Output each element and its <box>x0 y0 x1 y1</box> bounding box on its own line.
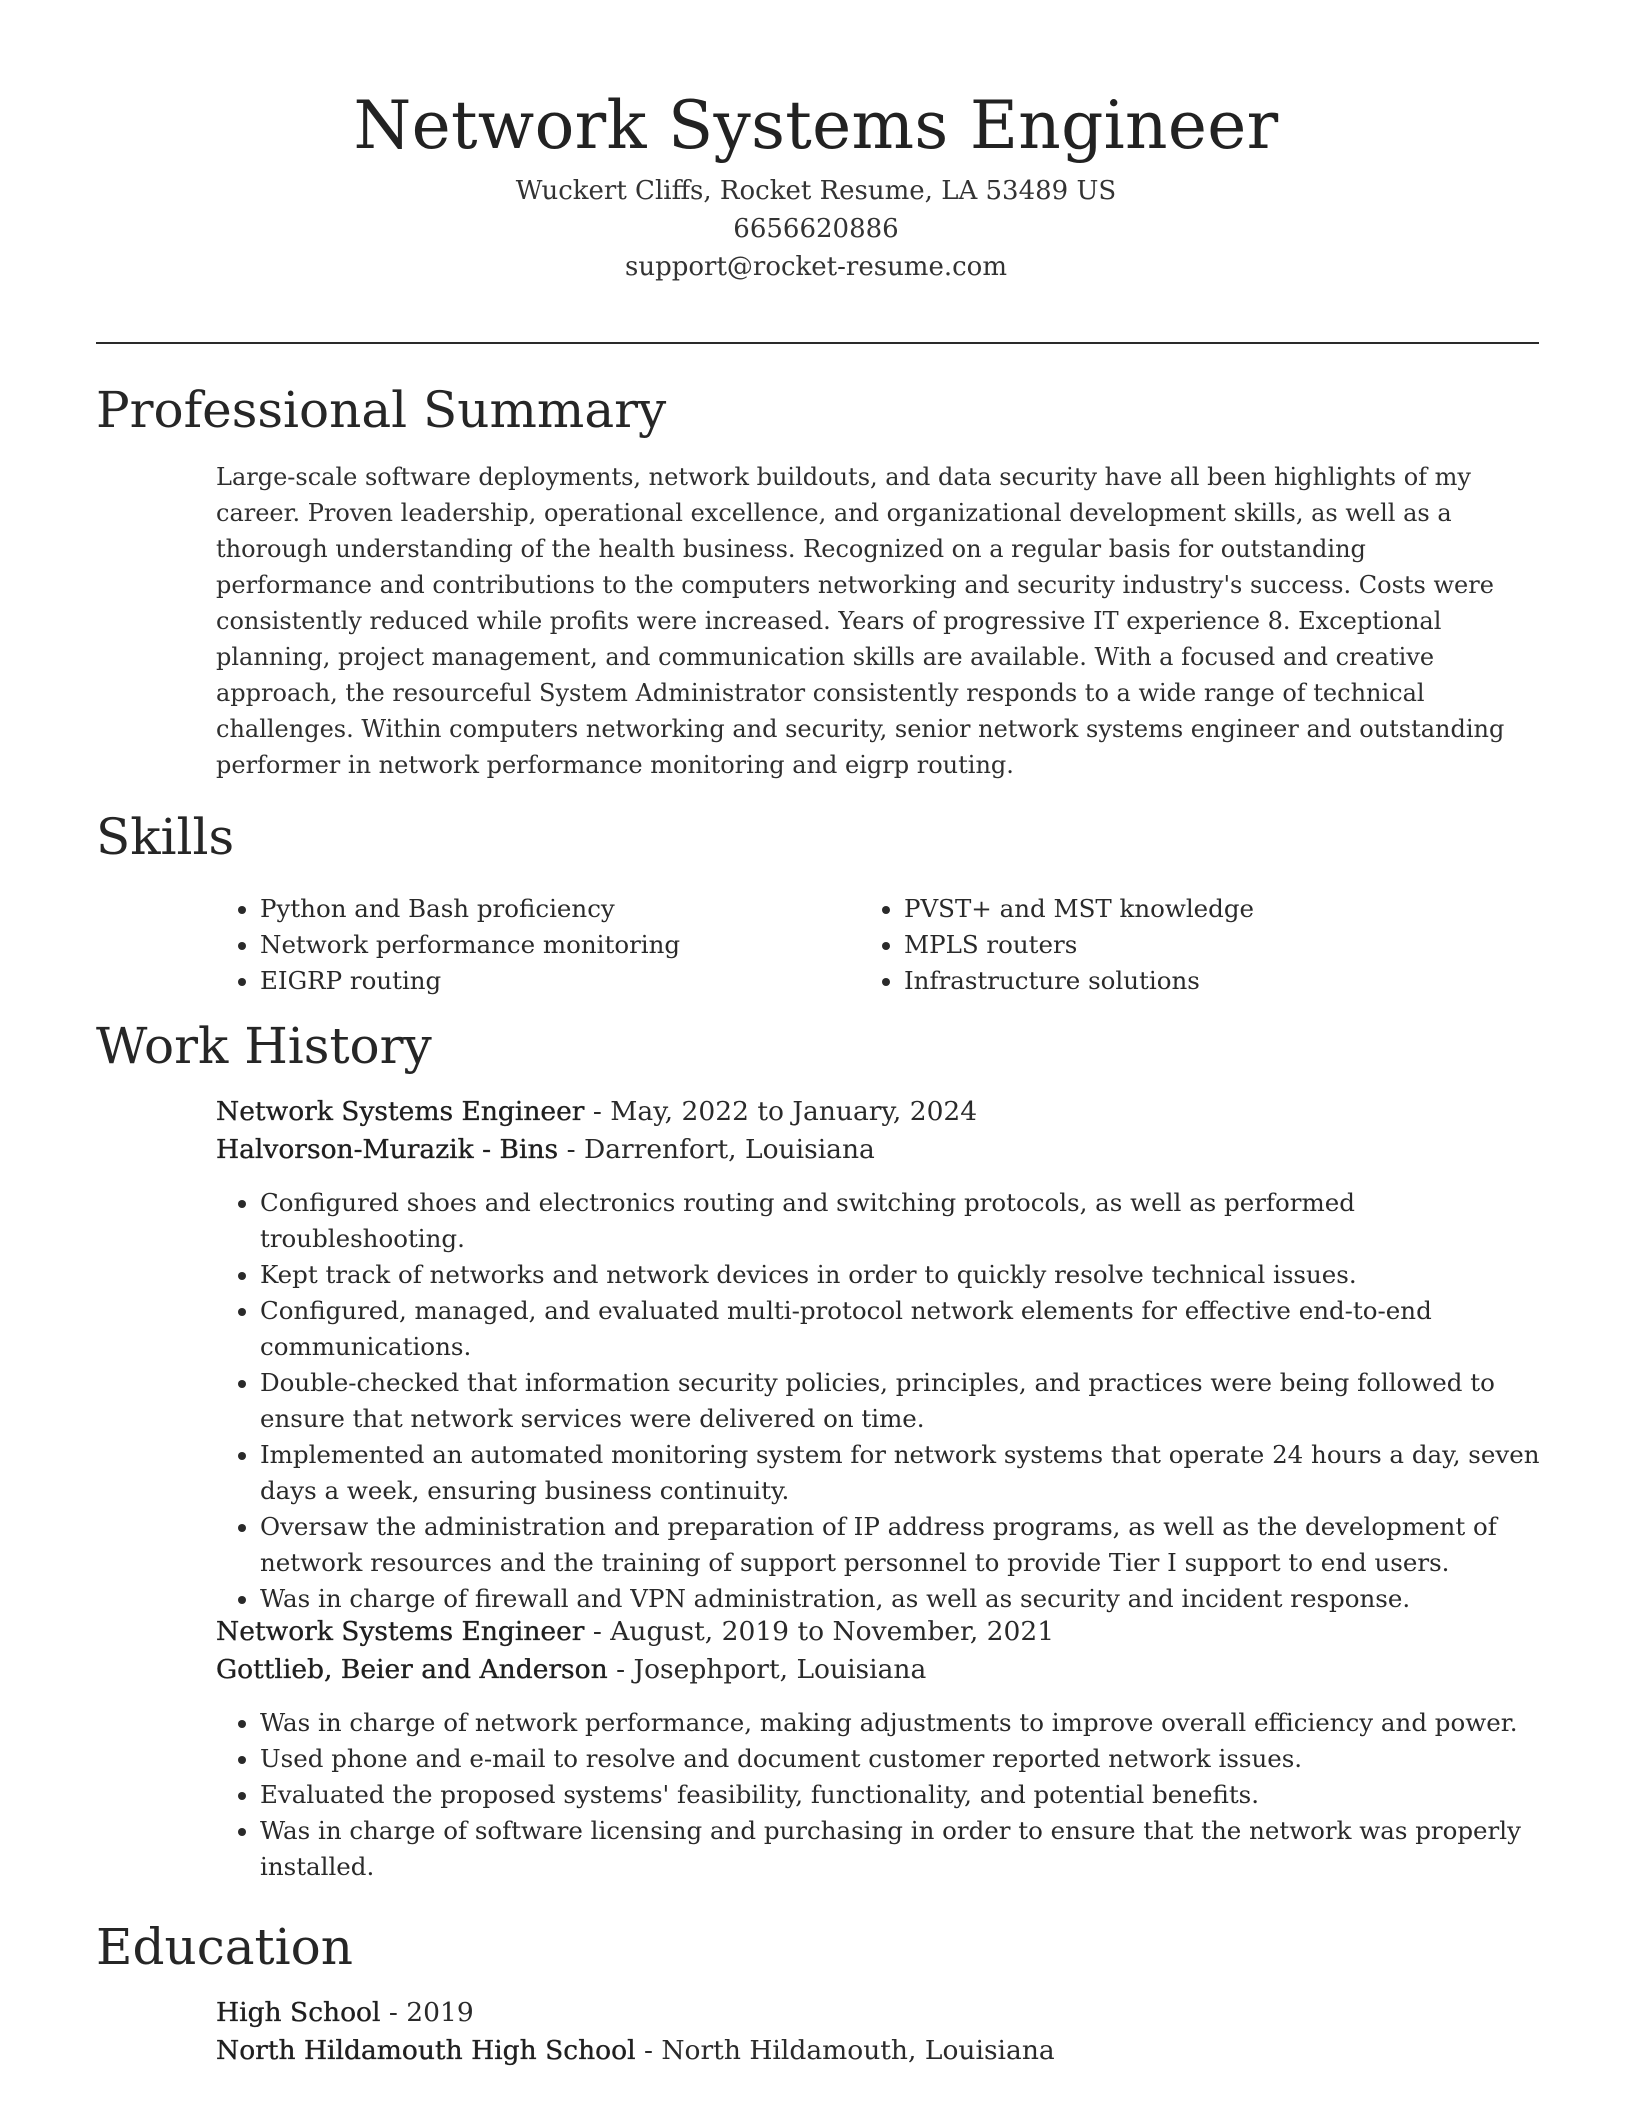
job-bullet: • Oversaw the administration and preparation of IP address programs, as well as the development of network resources and the training of support personnel to provide Tier I support to end users. <box>260 1509 1546 1581</box>
job-bullets <box>216 1705 1546 1885</box>
skill-item: • Infrastructure solutions <box>904 963 1500 999</box>
skill-item: • EIGRP routing <box>260 963 856 999</box>
job-title-line <box>216 1613 1546 1651</box>
education-school-line <box>216 2032 1546 2070</box>
skill-item: • PVST+ and MST knowledge <box>904 891 1500 927</box>
education-year: - 2019 <box>380 1997 474 2028</box>
resume-header <box>0 78 1632 286</box>
skill-item: • Network performance monitoring <box>260 927 856 963</box>
header-divider <box>96 342 1539 344</box>
job-role: Network Systems Engineer <box>216 1616 585 1647</box>
job-company: Gottlieb, Beier and Anderson <box>216 1654 608 1685</box>
summary-heading: Professional Summary <box>96 381 667 439</box>
job-company-line <box>216 1651 1546 1689</box>
skill-item: • MPLS routers <box>904 927 1500 963</box>
education-school: North Hildamouth High School <box>216 2035 636 2066</box>
job-company: Halvorson-Murazik - Bins <box>216 1134 559 1165</box>
job-bullet: • Was in charge of network performance, making adjustments to improve overall efficiency and power. <box>260 1705 1546 1741</box>
job-entry <box>216 1613 1546 1885</box>
job-bullet: • Configured shoes and electronics routing and switching protocols, as well as performed troubleshooting. <box>260 1185 1546 1257</box>
skills-column-right <box>860 891 1500 999</box>
education-entry <box>216 1994 1546 2070</box>
candidate-name: Network Systems Engineer <box>353 87 1279 164</box>
work-heading: Work History <box>96 1017 432 1075</box>
summary-text: Large-scale software deployments, network buildouts, and data security have all been highlights of my career. Proven leadership, operational excellence, and organizational development skills, as well as a thorough understanding of the health business. Recognized on a regular basis for outstanding performance and contributions to the computers networking and security industry's success. Costs were consistently reduced while profits were increased. Years of progressive IT experience 8. Exceptional planning, project management, and communication skills are available. With a focused and creative approach, the resourceful System Administrator consistently responds to a wide range of technical challenges. Within computers networking and security, senior network systems engineer and outstanding performer in network performance monitoring and eigrp routing. <box>216 463 1505 779</box>
education-heading: Education <box>96 1918 353 1976</box>
job-title-line <box>216 1093 1546 1131</box>
job-bullet: • Implemented an automated monitoring system for network systems that operate 24 hours a day, seven days a week, ensuring business continuity. <box>260 1437 1546 1509</box>
contact-phone: 6656620886 <box>733 214 899 244</box>
contact-email: support@rocket-resume.com <box>624 252 1007 282</box>
contact-address: Wuckert Cliffs, Rocket Resume, LA 53489 US <box>515 176 1117 206</box>
job-bullet: • Used phone and e-mail to resolve and document customer reported network issues. <box>260 1741 1546 1777</box>
skills-column-left <box>216 891 856 999</box>
job-location: - Josephport, Louisiana <box>607 1654 927 1685</box>
job-dates: - August, 2019 to November, 2021 <box>584 1616 1055 1647</box>
skill-item: • Python and Bash proficiency <box>260 891 856 927</box>
job-bullet: • Was in charge of software licensing and purchasing in order to ensure that the network was properly installed. <box>260 1813 1546 1885</box>
job-bullet: • Evaluated the proposed systems' feasibility, functionality, and potential benefits. <box>260 1777 1546 1813</box>
job-role: Network Systems Engineer <box>216 1096 585 1127</box>
education-degree: High School <box>216 1997 381 2028</box>
job-bullets <box>216 1185 1546 1617</box>
job-bullet: • Kept track of networks and network devices in order to quickly resolve technical issues. <box>260 1257 1546 1293</box>
job-bullet: • Configured, managed, and evaluated multi-protocol network elements for effective end-to-end communications. <box>260 1293 1546 1365</box>
education-degree-line <box>216 1994 1546 2032</box>
job-bullet: • Was in charge of firewall and VPN administration, as well as security and incident response. <box>260 1581 1546 1617</box>
education-location: - North Hildamouth, Louisiana <box>635 2035 1055 2066</box>
job-dates: - May, 2022 to January, 2024 <box>584 1096 978 1127</box>
job-location: - Darrenfort, Louisiana <box>558 1134 875 1165</box>
skills-heading: Skills <box>96 808 235 866</box>
job-entry <box>216 1093 1546 1617</box>
job-bullet: • Double-checked that information security policies, principles, and practices were being followed to ensure that network services were delivered on time. <box>260 1365 1546 1437</box>
job-company-line <box>216 1131 1546 1169</box>
